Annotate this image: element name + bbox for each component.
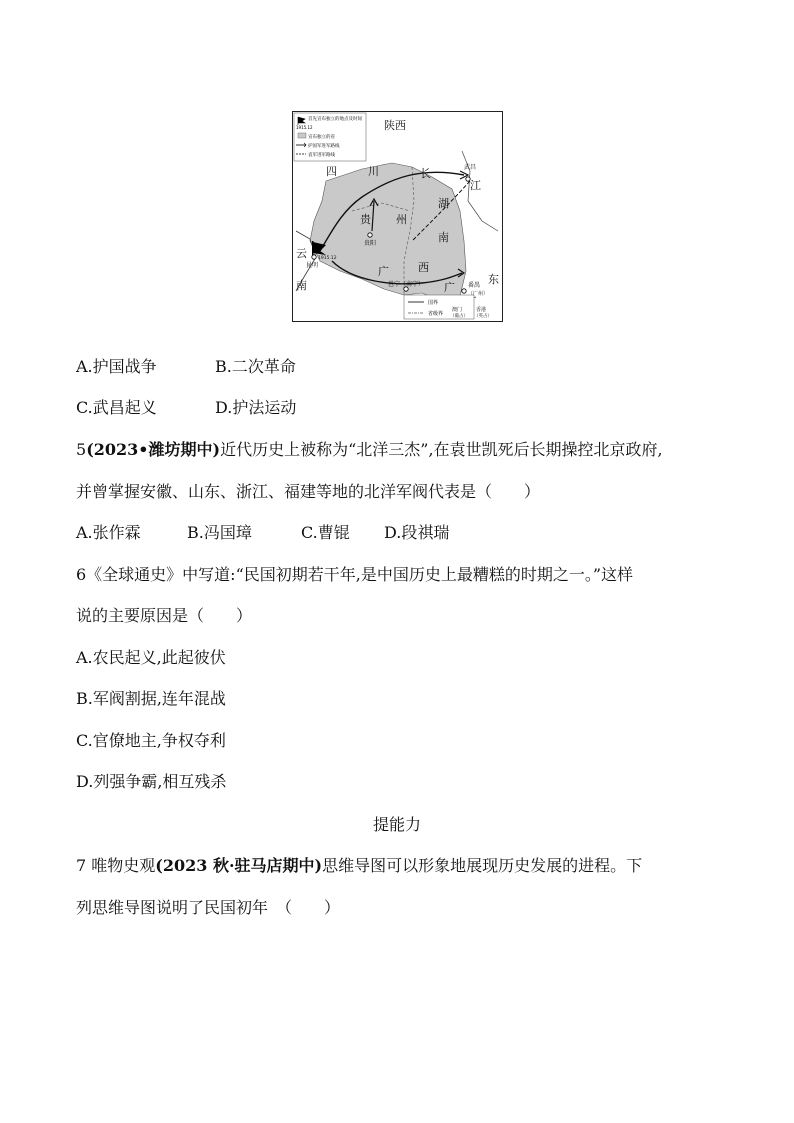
q6-option-a[interactable]: A.农民起义,此起彼伏 [76,648,226,667]
label-sichuan-2: 川 [368,165,379,178]
q7-number: 7 唯物史观 [76,856,156,875]
q4-option-a[interactable]: A.护国战争 [76,357,157,376]
label-yunnan-1: 云 [296,247,307,260]
label-guangzhou: （广州） [468,291,489,297]
protection-war-map [292,111,503,322]
label-yongning: 邕宁（南宁） [388,281,425,288]
q5-number: 5 [76,440,87,459]
legend-first-date: 1915.12 [296,125,313,130]
q6-option-b[interactable]: B.军阀割据,连年混战 [76,689,226,708]
legend-protect-route: 护国军进军路线 [308,144,340,149]
label-chang: 长 [420,167,431,180]
label-guang-1: 广 [378,265,389,278]
q5-source: (2023•潍坊期中) [86,440,221,459]
q5-text: 近代历史上被称为“北洋三杰”,在袁世凯死后长期操控北京政府, [220,440,663,459]
legend-first-independence: 首先宣布独立的地点及时间 [308,117,362,122]
label-guang-2: 西 [418,261,429,274]
legend-declared: 宣布独立的省 [308,135,335,140]
q6-stem-line1: 6《全球通史》中写道:“民国初期若干年,是中国历史上最糟糕的时期之一。”这样 [76,565,634,584]
legend-national-border: 国界 [428,300,439,306]
label-sichuan-1: 四 [326,165,337,178]
guiyang-marker [368,233,372,237]
q5-option-a[interactable]: A.张作霖 [76,523,141,542]
q6-stem-line2: 说的主要原因是（ ） [76,606,253,625]
label-shaanxi: 陕西 [384,119,406,132]
label-yunnan-2: 南 [296,279,307,292]
q5-stem-line2: 并曾掌握安徽、山东、浙江、福建等地的北洋军阀代表是（ ） [76,482,541,501]
q7-source: (2023 秋·驻马店期中) [155,856,323,875]
q7-text: 思维导图可以形象地展现历史发展的进程。下 [322,856,643,875]
label-dong: 东 [488,273,499,286]
q5-option-b[interactable]: B.冯国璋 [187,523,252,542]
label-jiang: 江 [470,179,481,192]
q5-option-c[interactable]: C.曹锟 [301,523,350,542]
q5-stem-line1 [76,440,663,460]
label-guizhou-1: 贵 [360,213,371,226]
q7-stem-line2: 列思维导图说明了民国初年 （ ） [76,898,341,917]
label-panyu: 番禺 [468,282,481,289]
legend-provincial-border: 省级界 [428,311,444,317]
label-date: 1915.12 [318,256,337,261]
label-kunming: 昆明 [306,262,319,269]
panyu-marker [462,289,466,293]
q7-stem-line1 [76,856,642,876]
label-guiyang: 贵阳 [364,240,377,247]
label-hongkong: 香港 [476,307,487,313]
kunming-marker [312,255,316,259]
label-guang-3: 广 [444,281,455,294]
label-hongkong-note: （英占） [474,314,492,319]
label-macao-note: （葡占） [450,314,468,319]
label-wuchang: 武昌 [464,164,477,171]
q4-option-d[interactable]: D.护法运动 [215,398,297,417]
q5-option-d[interactable]: D.段祺瑞 [384,523,450,542]
legend-yuan-route: 袁军进军路线 [308,153,335,158]
label-macao: 澳门 [452,307,463,313]
section-heading: 提能力 [372,815,421,834]
q6-option-c[interactable]: C.官僚地主,争权夺利 [76,731,226,750]
label-hunan-2: 南 [438,231,449,244]
q4-option-b[interactable]: B.二次革命 [215,357,296,376]
label-guizhou-2: 州 [396,213,407,226]
label-hunan-1: 湖 [438,197,449,210]
q4-option-c[interactable]: C.武昌起义 [76,398,157,417]
q6-option-d[interactable]: D.列强争霸,相互残杀 [76,772,227,791]
